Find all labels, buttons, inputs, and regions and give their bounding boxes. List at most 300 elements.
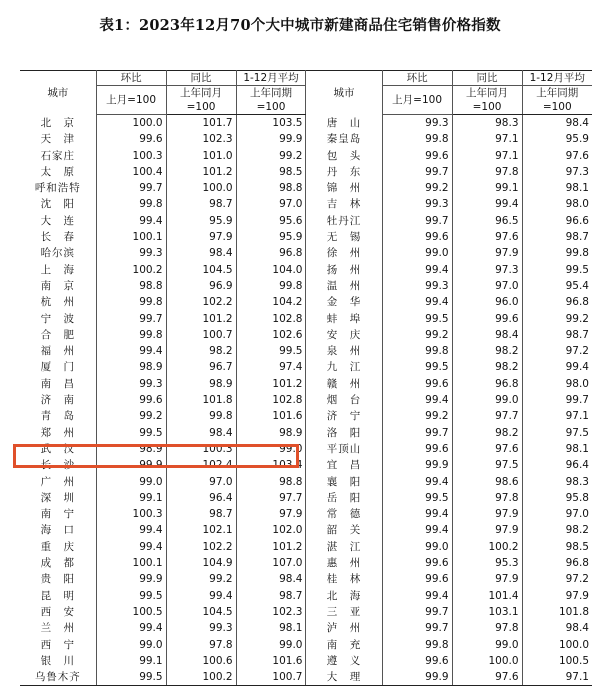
left-city-cell: 杭 州 [20, 294, 96, 310]
table-row [20, 376, 592, 392]
table-row [20, 539, 592, 555]
right-avg-cell: 97.2 [565, 345, 589, 358]
right-yoy-cell: 98.6 [452, 474, 522, 490]
left-yoy-cell: 101.8 [166, 392, 236, 408]
left-mom-cell: 99.4 [96, 620, 166, 636]
left-city-cell: 海 口 [20, 522, 96, 538]
left-city-cell: 南 昌 [20, 376, 96, 392]
table-row [20, 392, 592, 408]
right-city-cell: 遵 义 [306, 653, 382, 669]
left-mom-cell: 99.0 [96, 637, 166, 653]
left-yoy-cell: 100.2 [166, 669, 236, 686]
right-city-cell: 安 庆 [306, 327, 382, 343]
left-yoy-cell: 98.7 [166, 196, 236, 212]
right-mom-cell: 99.4 [382, 522, 452, 538]
right-mom-cell: 99.0 [382, 245, 452, 261]
table-row [20, 278, 592, 294]
left-mom-cell: 99.7 [96, 180, 166, 196]
right-avg-cell: 95.9 [565, 133, 589, 146]
left-yoy-cell: 102.4 [166, 457, 236, 473]
right-yoy-cell: 97.9 [452, 571, 522, 587]
right-avg-cell: 97.0 [565, 508, 589, 521]
table-row [20, 359, 592, 375]
right-avg-cell: 101.8 [558, 605, 589, 618]
left-yoy-cell: 97.9 [166, 229, 236, 245]
right-mom-cell: 99.3 [382, 115, 452, 132]
left-avg-cell: 98.4 [236, 571, 306, 587]
left-yoy-cell: 98.7 [166, 506, 236, 522]
right-city-cell: 岳 阳 [306, 490, 382, 506]
left-yoy-cell: 100.3 [166, 441, 236, 457]
right-mom-cell: 99.7 [382, 604, 452, 620]
avg-group-header-left: 1-12月平均 [236, 71, 306, 86]
left-yoy-cell: 104.9 [166, 555, 236, 571]
right-yoy-cell: 97.6 [452, 229, 522, 245]
left-yoy-cell: 98.4 [166, 245, 236, 261]
right-city-cell: 南 充 [306, 637, 382, 653]
left-avg-cell: 96.8 [236, 245, 306, 261]
left-yoy-cell: 98.2 [166, 343, 236, 359]
left-yoy-cell: 96.9 [166, 278, 236, 294]
left-yoy-cell: 96.4 [166, 490, 236, 506]
right-avg-cell: 97.5 [565, 426, 589, 439]
left-city-cell: 大 连 [20, 213, 96, 229]
left-mom-cell: 99.8 [96, 196, 166, 212]
table-row [20, 115, 592, 132]
left-yoy-cell: 98.9 [166, 376, 236, 392]
left-yoy-cell: 100.6 [166, 653, 236, 669]
table-title: 表1：2023年12月70个大中城市新建商品住宅销售价格指数 [99, 17, 501, 34]
left-city-cell: 兰 州 [20, 620, 96, 636]
table-row [20, 425, 592, 441]
left-mom-cell: 100.5 [96, 604, 166, 620]
left-mom-cell: 98.9 [96, 359, 166, 375]
left-avg-cell: 99.9 [236, 131, 306, 147]
left-city-cell: 济 南 [20, 392, 96, 408]
left-avg-cell: 98.5 [236, 164, 306, 180]
right-avg-cell: 96.6 [565, 214, 589, 227]
left-avg-cell: 99.8 [236, 278, 306, 294]
table-row [20, 588, 592, 604]
right-yoy-cell: 97.9 [452, 245, 522, 261]
left-mom-cell: 99.4 [96, 213, 166, 229]
left-city-cell: 福 州 [20, 343, 96, 359]
table-row [20, 620, 592, 636]
left-city-cell: 广 州 [20, 474, 96, 490]
left-yoy-cell: 102.1 [166, 522, 236, 538]
left-yoy-cell: 98.4 [166, 425, 236, 441]
table-row [20, 164, 592, 180]
table-row [20, 131, 592, 147]
left-yoy-cell: 102.3 [166, 131, 236, 147]
left-mom-cell: 99.4 [96, 539, 166, 555]
table-row [20, 343, 592, 359]
table-row [20, 457, 592, 473]
table-row [20, 262, 592, 278]
right-mom-cell: 99.2 [382, 180, 452, 196]
table-row [20, 180, 592, 196]
table-row [20, 327, 592, 343]
city-column-header-left: 城市 [20, 71, 96, 115]
left-yoy-cell: 101.7 [166, 115, 236, 132]
left-avg-cell: 102.8 [236, 311, 306, 327]
left-avg-cell: 97.7 [236, 490, 306, 506]
left-yoy-cell: 99.2 [166, 571, 236, 587]
right-mom-cell: 99.3 [382, 196, 452, 212]
right-mom-cell: 99.3 [382, 278, 452, 294]
right-mom-cell: 99.9 [382, 457, 452, 473]
left-city-cell: 长 沙 [20, 457, 96, 473]
right-yoy-cell: 99.4 [452, 196, 522, 212]
right-city-cell: 扬 州 [306, 262, 382, 278]
left-mom-cell: 99.7 [96, 311, 166, 327]
right-city-cell: 锦 州 [306, 180, 382, 196]
left-avg-cell: 101.2 [236, 376, 306, 392]
left-city-cell: 昆 明 [20, 588, 96, 604]
left-mom-cell: 99.9 [96, 457, 166, 473]
right-city-cell: 襄 阳 [306, 474, 382, 490]
right-city-cell: 无 锡 [306, 229, 382, 245]
left-yoy-cell: 95.9 [166, 213, 236, 229]
left-avg-cell: 95.6 [236, 213, 306, 229]
right-avg-cell: 98.7 [565, 231, 589, 244]
left-city-cell: 石家庄 [20, 148, 96, 164]
right-mom-cell: 99.6 [382, 148, 452, 164]
right-yoy-cell: 103.1 [452, 604, 522, 620]
right-city-cell: 秦皇岛 [306, 131, 382, 147]
right-city-cell: 惠 州 [306, 555, 382, 571]
right-avg-cell: 100.5 [558, 654, 589, 667]
right-avg-cell: 97.2 [565, 573, 589, 586]
right-mom-cell: 99.8 [382, 343, 452, 359]
left-yoy-cell: 102.2 [166, 539, 236, 555]
yoy-group-header-right: 同比 [452, 71, 522, 86]
right-city-cell: 平顶山 [306, 441, 382, 457]
right-avg-cell: 95.4 [565, 279, 589, 292]
right-city-cell: 赣 州 [306, 376, 382, 392]
left-city-cell: 合 肥 [20, 327, 96, 343]
left-avg-cell: 102.6 [236, 327, 306, 343]
left-mom-cell: 99.8 [96, 327, 166, 343]
right-city-cell: 桂 林 [306, 571, 382, 587]
left-avg-cell: 98.1 [236, 620, 306, 636]
table-row [20, 294, 592, 310]
left-city-cell: 呼和浩特 [20, 180, 96, 196]
mom-base-label-left: 上月=100 [96, 86, 166, 115]
right-avg-cell: 99.7 [565, 394, 589, 407]
right-mom-cell: 99.4 [382, 262, 452, 278]
price-index-table-container [20, 70, 592, 686]
right-avg-cell: 98.4 [565, 622, 589, 635]
right-avg-cell: 97.1 [522, 669, 592, 686]
left-city-cell: 太 原 [20, 164, 96, 180]
table-row [20, 148, 592, 164]
left-mom-cell: 99.3 [96, 245, 166, 261]
right-avg-cell: 99.4 [565, 361, 589, 374]
right-avg-cell: 96.8 [565, 296, 589, 309]
right-city-cell: 泸 州 [306, 620, 382, 636]
right-city-cell: 烟 台 [306, 392, 382, 408]
city-column-header-right: 城市 [306, 71, 382, 115]
yoy-base-label-left: 上年同月 [166, 86, 236, 101]
left-mom-cell: 99.1 [96, 653, 166, 669]
right-city-cell: 济 宁 [306, 408, 382, 424]
left-yoy-cell: 96.7 [166, 359, 236, 375]
right-city-cell: 湛 江 [306, 539, 382, 555]
right-yoy-cell: 98.2 [452, 425, 522, 441]
right-mom-cell: 99.9 [382, 669, 452, 686]
yoy-base-value-left: =100 [166, 100, 236, 115]
right-avg-cell: 98.5 [565, 540, 589, 553]
left-city-cell: 厦 门 [20, 359, 96, 375]
left-mom-cell: 100.3 [96, 506, 166, 522]
right-city-cell: 三 亚 [306, 604, 382, 620]
right-city-cell: 徐 州 [306, 245, 382, 261]
right-yoy-cell: 97.0 [452, 278, 522, 294]
left-avg-cell: 104.0 [236, 262, 306, 278]
avg-base-value-left: =100 [236, 100, 306, 115]
table-row [20, 408, 592, 424]
left-mom-cell: 99.5 [96, 588, 166, 604]
right-city-cell: 唐 山 [306, 115, 382, 132]
left-city-cell: 重 庆 [20, 539, 96, 555]
right-mom-cell: 99.0 [382, 539, 452, 555]
right-avg-cell: 98.1 [565, 182, 589, 195]
right-yoy-cell: 99.0 [452, 637, 522, 653]
left-avg-cell: 98.8 [236, 474, 306, 490]
table-row [20, 213, 592, 229]
right-yoy-cell: 98.2 [452, 359, 522, 375]
right-city-cell: 吉 林 [306, 196, 382, 212]
right-avg-cell: 100.0 [558, 638, 589, 651]
left-city-cell: 青 岛 [20, 408, 96, 424]
table-header [20, 71, 592, 115]
left-mom-cell: 100.4 [96, 164, 166, 180]
right-mom-cell: 99.4 [382, 474, 452, 490]
right-avg-cell: 96.8 [565, 557, 589, 570]
right-yoy-cell: 98.3 [452, 115, 522, 132]
left-mom-cell: 99.3 [96, 376, 166, 392]
left-city-cell: 天 津 [20, 131, 96, 147]
right-avg-cell: 98.0 [565, 198, 589, 211]
left-city-cell: 深 圳 [20, 490, 96, 506]
left-yoy-cell: 99.8 [166, 408, 236, 424]
left-yoy-cell: 99.3 [166, 620, 236, 636]
left-avg-cell: 104.2 [236, 294, 306, 310]
right-avg-cell: 99.2 [565, 312, 589, 325]
left-avg-cell: 99.2 [236, 148, 306, 164]
right-yoy-cell: 96.8 [452, 376, 522, 392]
table-row [20, 441, 592, 457]
table-row [20, 506, 592, 522]
right-city-cell: 泉 州 [306, 343, 382, 359]
right-yoy-cell: 97.8 [452, 490, 522, 506]
left-city-cell: 银 川 [20, 653, 96, 669]
right-yoy-cell: 99.1 [452, 180, 522, 196]
left-mom-cell: 100.1 [96, 555, 166, 571]
left-yoy-cell: 100.7 [166, 327, 236, 343]
table-row [20, 245, 592, 261]
right-yoy-cell: 97.6 [452, 441, 522, 457]
left-avg-cell: 99.5 [236, 343, 306, 359]
left-mom-cell: 99.9 [96, 571, 166, 587]
right-city-cell: 洛 阳 [306, 425, 382, 441]
right-mom-cell: 99.6 [382, 229, 452, 245]
table-row [20, 229, 592, 245]
table-row [20, 474, 592, 490]
left-mom-cell: 99.4 [96, 522, 166, 538]
left-city-cell: 南 京 [20, 278, 96, 294]
left-avg-cell: 103.4 [236, 457, 306, 473]
right-mom-cell: 99.8 [382, 131, 452, 147]
right-city-cell: 丹 东 [306, 164, 382, 180]
left-mom-cell: 99.5 [96, 669, 166, 686]
left-mom-cell: 99.0 [96, 474, 166, 490]
left-city-cell: 西 宁 [20, 637, 96, 653]
right-yoy-cell: 97.1 [452, 131, 522, 147]
mom-base-label-right: 上月=100 [382, 86, 452, 115]
right-avg-cell: 95.8 [565, 491, 589, 504]
right-mom-cell: 99.7 [382, 213, 452, 229]
left-yoy-cell: 102.2 [166, 294, 236, 310]
left-mom-cell: 99.2 [96, 408, 166, 424]
left-avg-cell: 102.8 [236, 392, 306, 408]
table-row [20, 637, 592, 653]
right-yoy-cell: 97.3 [452, 262, 522, 278]
left-yoy-cell: 104.5 [166, 604, 236, 620]
right-yoy-cell: 96.0 [452, 294, 522, 310]
right-city-cell: 温 州 [306, 278, 382, 294]
right-mom-cell: 99.4 [382, 294, 452, 310]
left-avg-cell: 107.0 [236, 555, 306, 571]
left-mom-cell: 100.0 [96, 115, 166, 132]
left-mom-cell: 98.8 [96, 278, 166, 294]
left-mom-cell: 100.2 [96, 262, 166, 278]
right-avg-cell: 99.5 [565, 263, 589, 276]
left-city-cell: 南 宁 [20, 506, 96, 522]
avg-group-header-right: 1-12月平均 [522, 71, 592, 86]
left-mom-cell: 99.5 [96, 425, 166, 441]
price-index-table [20, 70, 592, 686]
left-city-cell: 上 海 [20, 262, 96, 278]
left-avg-cell: 101.6 [236, 408, 306, 424]
right-mom-cell: 99.4 [382, 392, 452, 408]
left-yoy-cell: 101.2 [166, 164, 236, 180]
avg-base-label-left: 上年同期 [236, 86, 306, 101]
right-mom-cell: 99.4 [382, 506, 452, 522]
right-yoy-cell: 99.0 [452, 392, 522, 408]
right-yoy-cell: 98.4 [452, 327, 522, 343]
right-city-cell: 金 华 [306, 294, 382, 310]
table-row [20, 196, 592, 212]
right-yoy-cell: 101.4 [452, 588, 522, 604]
left-city-cell: 贵 阳 [20, 571, 96, 587]
right-avg-cell: 98.3 [565, 475, 589, 488]
right-city-cell: 宜 昌 [306, 457, 382, 473]
left-avg-cell: 95.9 [236, 229, 306, 245]
right-yoy-cell: 97.1 [452, 148, 522, 164]
left-city-cell: 西 安 [20, 604, 96, 620]
table-row [20, 490, 592, 506]
right-city-cell: 蚌 埠 [306, 311, 382, 327]
left-yoy-cell: 97.0 [166, 474, 236, 490]
right-avg-cell: 98.4 [565, 117, 589, 129]
right-avg-cell: 98.1 [565, 442, 589, 455]
right-mom-cell: 99.5 [382, 359, 452, 375]
right-mom-cell: 99.5 [382, 311, 452, 327]
right-mom-cell: 99.8 [382, 637, 452, 653]
left-city-cell: 武 汉 [20, 441, 96, 457]
right-mom-cell: 99.4 [382, 588, 452, 604]
right-city-cell: 北 海 [306, 588, 382, 604]
right-avg-cell: 98.0 [565, 377, 589, 390]
table-body [20, 115, 592, 686]
left-mom-cell: 99.8 [96, 294, 166, 310]
right-mom-cell: 99.5 [382, 490, 452, 506]
right-mom-cell: 99.6 [382, 441, 452, 457]
right-yoy-cell: 96.5 [452, 213, 522, 229]
right-mom-cell: 99.6 [382, 571, 452, 587]
left-avg-cell: 102.3 [236, 604, 306, 620]
right-avg-cell: 98.2 [565, 524, 589, 537]
left-yoy-cell: 101.0 [166, 148, 236, 164]
right-city-cell: 九 江 [306, 359, 382, 375]
avg-base-value-right: =100 [522, 100, 592, 115]
left-mom-cell: 98.9 [96, 441, 166, 457]
left-avg-cell: 103.5 [236, 115, 306, 132]
right-avg-cell: 97.1 [565, 410, 589, 423]
table-row [20, 522, 592, 538]
right-yoy-cell: 97.8 [452, 164, 522, 180]
right-yoy-cell: 95.3 [452, 555, 522, 571]
right-city-cell: 韶 关 [306, 522, 382, 538]
right-avg-cell: 99.8 [565, 247, 589, 260]
left-city-cell: 成 都 [20, 555, 96, 571]
yoy-base-value-right: =100 [452, 100, 522, 115]
left-avg-cell: 98.7 [236, 588, 306, 604]
table-row [20, 555, 592, 571]
right-avg-cell: 97.9 [565, 589, 589, 602]
right-avg-cell: 98.7 [565, 328, 589, 341]
right-mom-cell: 99.2 [382, 327, 452, 343]
right-mom-cell: 99.7 [382, 620, 452, 636]
left-yoy-cell: 97.8 [166, 637, 236, 653]
left-mom-cell: 99.6 [96, 131, 166, 147]
left-avg-cell: 97.0 [236, 196, 306, 212]
left-avg-cell: 97.9 [236, 506, 306, 522]
left-avg-cell: 102.0 [236, 522, 306, 538]
mom-group-header-left: 环比 [96, 71, 166, 86]
right-yoy-cell: 100.0 [452, 653, 522, 669]
left-mom-cell: 100.1 [96, 229, 166, 245]
left-avg-cell: 98.9 [236, 425, 306, 441]
right-yoy-cell: 97.6 [452, 669, 522, 686]
right-mom-cell: 99.7 [382, 164, 452, 180]
right-mom-cell: 99.7 [382, 425, 452, 441]
table-row [20, 669, 592, 686]
left-yoy-cell: 99.4 [166, 588, 236, 604]
table-row [20, 604, 592, 620]
yoy-group-header-left: 同比 [166, 71, 236, 86]
left-avg-cell: 99.0 [236, 441, 306, 457]
left-mom-cell: 99.4 [96, 343, 166, 359]
right-yoy-cell: 100.2 [452, 539, 522, 555]
left-city-cell: 宁 波 [20, 311, 96, 327]
left-avg-cell: 98.8 [236, 180, 306, 196]
right-city-cell: 包 头 [306, 148, 382, 164]
left-city-cell: 哈尔滨 [20, 245, 96, 261]
right-avg-cell: 97.6 [565, 149, 589, 162]
